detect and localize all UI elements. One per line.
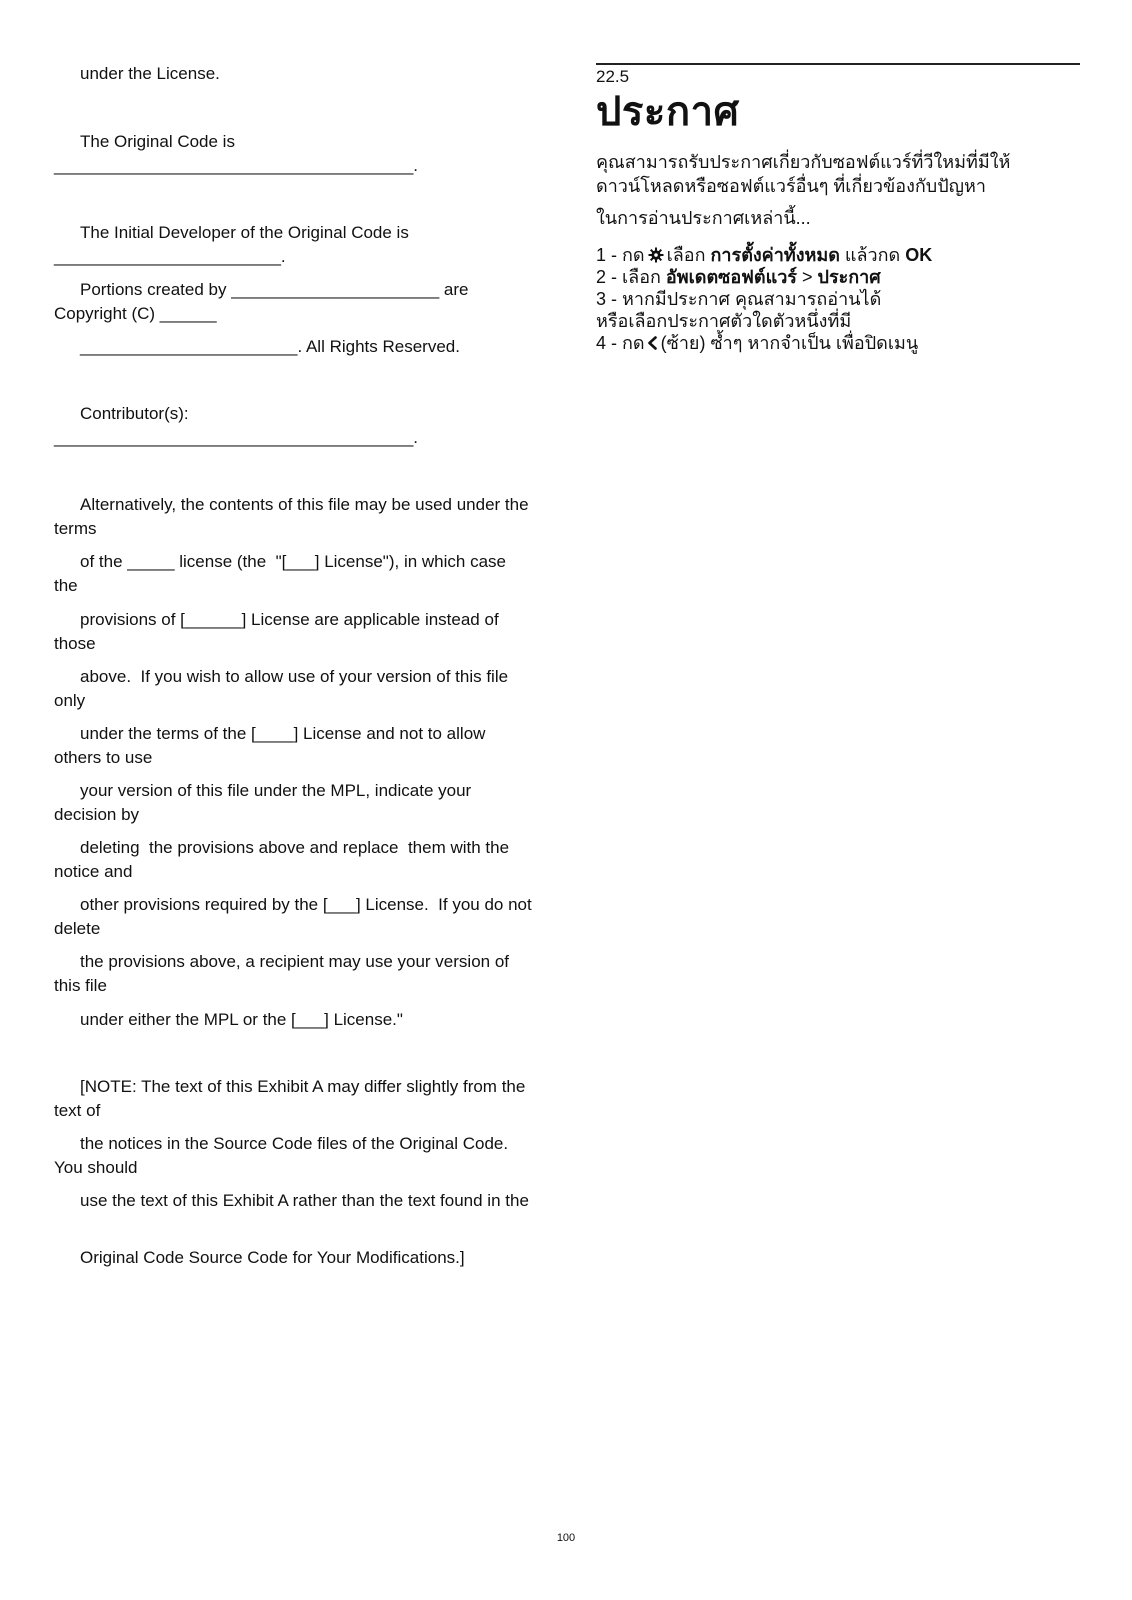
step-4-rest: (ซ้าย) ซ้ำๆ หากจำเป็น เพื่อปิดเมนู — [660, 333, 919, 353]
step-3-line-2: หรือเลือกประกาศตัวใดตัวหนึ่งที่มี — [596, 311, 852, 331]
license-paragraph: under either the MPL or the [___] License." — [80, 1010, 403, 1029]
step-2-menu-item: อัพเดตซอฟต์แวร์ — [665, 267, 797, 287]
license-paragraph: the notices in the Source Code files of the Original Code. You should — [54, 1134, 513, 1177]
license-paragraph: the provisions above, a recipient may use your version of this file — [54, 952, 514, 995]
step-1-menu-item: การตั้งค่าทั้งหมด — [710, 245, 840, 265]
license-paragraph: provisions of [______] License are applicable instead of those — [54, 610, 504, 653]
license-paragraph: Original Code Source Code for Your Modifications.] — [80, 1248, 465, 1267]
step-2-submenu-item: ประกาศ — [817, 267, 881, 287]
gear-icon — [648, 247, 664, 263]
license-paragraph: of the _____ license (the "[___] License"), in which case the — [54, 552, 511, 595]
page-number: 100 — [556, 1532, 576, 1544]
section-title: ประกาศ — [596, 90, 740, 134]
license-paragraph: under the terms of the [____] License and not to allow others to use — [54, 724, 491, 767]
license-paragraph: your version of this file under the MPL, indicate your decision by — [54, 781, 476, 824]
step-4-prefix: 4 - กด — [596, 333, 645, 353]
license-paragraph: The Initial Developer of the Original Code is ________________________. — [54, 223, 414, 266]
step-1-ok-key: OK — [905, 245, 933, 265]
license-paragraph: _______________________. All Rights Reserved. — [80, 337, 460, 356]
section-intro: คุณสามารถรับประกาศเกี่ยวกับซอฟต์แวร์ที่วีใหม่ที่มีให้ดาวน์โหลดหรือซอฟต์แวร์อื่นๆ ที่เกี่ยวข้องกับปัญหา — [596, 152, 1011, 196]
license-paragraph: [NOTE: The text of this Exhibit A may differ slightly from the text of — [54, 1077, 531, 1120]
section-intro-secondary: ในการอ่านประกาศเหล่านี้... — [596, 208, 811, 228]
step-4 — [596, 332, 1080, 354]
license-paragraph: under the License. — [80, 64, 220, 83]
section-number: 22.5 — [596, 67, 630, 86]
license-paragraph: Alternatively, the contents of this file may be used under the terms — [54, 495, 534, 538]
step-2-separator: > — [801, 267, 813, 287]
chevron-left-icon — [647, 336, 658, 350]
step-2 — [596, 266, 1080, 288]
step-1-prefix: 1 - กด — [596, 245, 645, 265]
license-paragraph: Contributor(s): ______________________________________. — [54, 404, 418, 447]
step-1 — [596, 244, 1080, 266]
step-3-line-1: 3 - หากมีประกาศ คุณสามารถอ่านได้ — [596, 289, 882, 309]
license-paragraph: above. If you wish to allow use of your version of this file only — [54, 667, 513, 710]
license-paragraph: Portions created by ______________________ are Copyright (C) ______ — [54, 280, 474, 323]
license-paragraph: The Original Code is ______________________________________. — [54, 132, 418, 175]
steps-list — [596, 244, 1080, 354]
license-paragraph: use the text of this Exhibit A rather than the text found in the — [80, 1191, 529, 1210]
license-paragraph: deleting the provisions above and replace them with the notice and — [54, 838, 514, 881]
step-1-select: เลือก — [666, 245, 706, 265]
section-divider — [596, 63, 1080, 65]
step-2-prefix: 2 - เลือก — [596, 267, 661, 287]
license-paragraph: other provisions required by the [___] License. If you do not delete — [54, 895, 537, 938]
step-1-then: แล้วกด — [844, 245, 901, 265]
